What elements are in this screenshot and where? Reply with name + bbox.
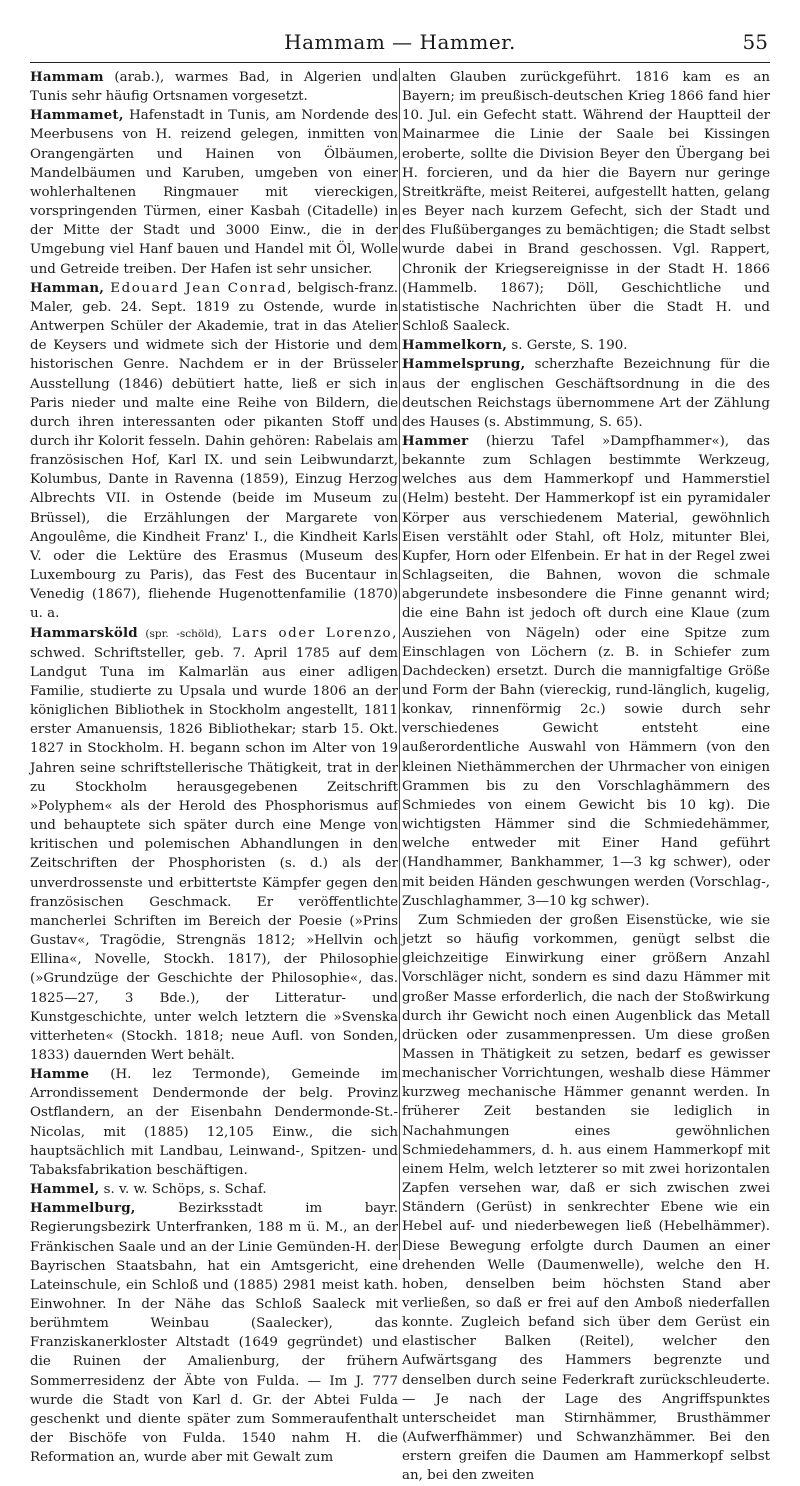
entry-hammam xyxy=(30,68,398,106)
entry-hammelkorn xyxy=(402,336,770,355)
entry-hammel xyxy=(30,1180,398,1199)
pronunciation: (spr. -schöld), xyxy=(137,627,222,640)
entry-continuation xyxy=(402,68,770,336)
entry-text: schwed. Schriftsteller, geb. 7. April 1785 auf dem Landgut Tuna im Kalmarlän aus einer adligen Familie, studierte zu Upsala und wurde 1806 an der königlichen Bibliothek in Stockholm angestellt, 1811 erster Amanuensis, 1826 Bibliothekar; starb 15. Okt. 1827 in Stockholm. H. begann schon im Alter von 19 Jahren seine schriftstellerische Thätigkeit, trat in der zu Stockholm herausgegebenen Zeitschrift »Polyphem« als der Herold des Phosphorismus auf und behauptete sich später durch eine Menge von kritischen und polemischen Abhandlungen in den Zeitschriften der Phosphoristen (s. d.) als der unverdrossenste und erbittertste Kämpfer gegen den französischen Geschmack. Er veröffentlichte mancherlei Schriften im Bereich der Poesie (»Prins Gustav«, Tragödie, Strengnäs 1812; »Hellvin och Ellina«, Novelle, Stockh. 1817), der Philosophie (»Grundzüge der Geschichte der Philosophie«, das. 1825—27, 3 Bde.), der Litteratur- und Kunstgeschichte, unter welch letztern die »Svenska vitterheten« (Stockh. 1818; neue Aufl. von Sonden, 1833) dauernden Wert behält. xyxy=(30,645,398,1063)
entry-text: s. v. w. Schöps, s. Schaf. xyxy=(99,1182,267,1198)
entry-text: belgisch-franz. Maler, geb. 24. Sept. 1819 zu Ostende, wurde in Antwerpen Schüler der Akademie, trat in das Atelier de Keysers und widmete sich der Historie und dem historischen Genre. Nachdem er in der Brüsseler Ausstellung (1846) debütiert hatte, ließ er sich in Paris nieder und malte eine Reihe von Bildern, die durch ihren interessanten oder pikanten Stoff und durch ihr Kolorit fesseln. Dahin gehören: Rabelais am französischen Hof, Karl IX. und sein Leibwundarzt, Kolumbus, Dante in Ravenna (1859), Einzug Herzog Albrechts VII. in Ostende (beide im Museum zu Brüssel), die Erzählungen der Margarete von Angoulême, die Kindheit Franz' I., die Kindheit Karls V. oder die Lektüre des Erasmus (Museum des Luxembourg zu Paris), das Fest des Bucentaur in Venedig (1867), fliehende Hugenottenfamilie (1870) u. a. xyxy=(30,280,399,622)
headword: Hammel, xyxy=(30,1181,100,1198)
headword: Hammamet, xyxy=(30,107,124,124)
entry-hammelburg xyxy=(30,1199,398,1467)
column-divider xyxy=(399,68,400,1260)
running-title: Hammam — Hammer. xyxy=(284,30,516,54)
entry-hammarskold xyxy=(30,624,398,1066)
headword: Hammelburg, xyxy=(30,1200,136,1217)
entry-hamme xyxy=(30,1065,398,1180)
left-column xyxy=(30,68,399,1466)
entry-text: alten Glauben zurückgeführt. 1816 kam es an Bayern; im preußisch-deutschen Krieg 1866 fand hier 10. Jul. ein Gefecht statt. Während der Hauptteil der Mainarmee die Linie der Saale bei Kissingen eroberte, sollte die Division Beyer den Übergang bei H. forcieren, und da hier die Bayern nur geringe Streitkräfte, meist Reiterei, aufgestellt hatten, gelang es Beyer nach kurzem Gefecht, sich der Stadt und des Flußüberganges zu bemächtigen; die Stadt selbst wurde dabei in Brand geschossen. Vgl. Rappert, Chronik der Kriegsereignisse in der Stadt H. 1866 (Hammelb. 1867); Döll, Geschichtliche und statistische Nachrichten über die Stadt H. und Schloß Saaleck. xyxy=(402,70,770,335)
entry-text: s. Gerste, S. 190. xyxy=(507,338,628,354)
headword: Hammelsprung, xyxy=(402,356,526,373)
entry-text: Bezirksstadt im bayr. Regierungsbezirk Unterfranken, 188 m ü. M., an der Fränkischen Saale und an der Linie Gemünden-H. der Bayrischen Staatsbahn, hat ein Amtsgericht, eine Lateinschule, ein Schloß und (1885) 2981 meist kath. Einwohner. In der Nähe das Schloß Saaleck mit berühmtem Weinbau (Saalecker), das Franziskanerkloster Altstadt (1649 gegründet) und die Ruinen der Amalienburg, der frühern Sommerresidenz der Äbte von Fulda. — Im J. 777 wurde die Stadt von Karl d. Gr. der Abtei Fulda geschenkt und diente später zum Sommeraufenthalt der Bischöfe von Fulda. 1540 nahm H. die Reformation an, wurde aber mit Gewalt zum xyxy=(30,1201,398,1466)
headword: Hammarsköld xyxy=(30,624,138,641)
headword: Hammelkorn, xyxy=(402,337,508,354)
entry-text: Gemeinde im Arrondissement Dendermonde der belg. Provinz Ostflandern, an der Eisenbahn Dendermonde-St.-Nicolas, mit (1885) 12,105 Einw., die sich hauptsächlich mit Landbau, Leinwand-, Spitzen- und Tabaksfabrikation beschäftigen. xyxy=(30,1067,398,1178)
headword: Hammer xyxy=(402,432,469,449)
place-alias: (H. lez Termonde), xyxy=(89,1067,271,1083)
person-name: Edouard Jean Conrad, xyxy=(104,280,294,296)
entry-text: scherzhafte Bezeichnung für die aus der englischen Geschäftsordnung in die des deutschen Reichstags übernommene Art der Zählung des Hauses (s. Abstimmung, S. 65). xyxy=(402,357,770,430)
right-column xyxy=(402,68,770,1484)
entry-hammelsprung xyxy=(402,355,770,432)
entry-text: (hierzu Tafel »Dampfhammer«), das bekannte zum Schlagen bestimmte Werkzeug, welches aus dem Hammerkopf und Hammerstiel (Helm) besteht. Der Hammerkopf ist ein pyramidaler Körper aus verschiedenem Material, gewöhnlich Eisen verstählt oder Stahl, oft Holz, mitunter Blei, Kupfer, Horn oder Elfenbein. Er hat in der Regel zwei Schlagseiten, die Bahnen, wovon die schmale abgerundete insbesondere die Finne genannt wird; die eine Bahn ist jedoch oft durch eine Klaue (zum Ausziehen von Nägeln) oder eine Spitze zum Einschlagen von Löchern (z. B. in Schiefer zum Dachdecken) ersetzt. Durch die mannigfaltige Größe und Form der Bahn (viereckig, rund-länglich, kugelig, konkav, rinnenförmig 2c.) sowie durch sehr verschiedenes Gewicht entsteht eine außerordentliche Auswahl von Hämmern (von den kleinen Niethämmerchen der Uhrmacher von einigen Grammen bis zu den Vorschlaghämmern des Schmiedes von einem Gewicht bis 10 kg). Die wichtigsten Hämmer sind die Schmiedehämmer, welche entweder mit Einer Hand geführt (Handhammer, Bankhammer, 1—3 kg schwer), oder mit beiden Händen geschwungen werden (Vorschlag-, Zuschlaghammer, 3—10 kg schwer). xyxy=(402,433,770,909)
entry-text: (arab.), warmes Bad, in Algerien und Tunis sehr häufig Ortsnamen vorgesetzt. xyxy=(30,70,398,105)
entry-text: Hafenstadt in Tunis, am Nordende des Meerbusens von H. reizend gelegen, inmitten von Orangengärten und Hainen von Ölbäumen, Mandelbäumen und Karuben, umgeben von einer wohlerhaltenen Ringmauer mit viereckigen, vorspringenden Türmen, einer Kasbah (Citadelle) in der Mitte der Stadt und 3000 Einw., die in der Umgebung viel Hanf bauen und Handel mit Öl, Wolle und Getreide treiben. Der Hafen ist sehr unsicher. xyxy=(30,108,398,277)
entry-text: Zum Schmieden der großen Eisenstücke, wie sie jetzt so häufig vorkommen, genügt selbst die gleichzeitige Einwirkung einer größern Anzahl Vorschläger nicht, sondern es sind dazu Hämmer mit großer Masse erforderlich, die nach der Stoßwirkung durch ihr Gewicht noch einen Augenblick das Metall drücken oder zusammenpressen. Um diese großen Massen in Thätigkeit zu setzen, bedarf es gewisser mechanischer Vorrichtungen, weshalb diese Hämmer kurzweg mechanische Hämmer genannt werden. In früherer Zeit bestanden sie lediglich in Nachahmungen eines gewöhnlichen Schmiedehammers, d. h. aus einem Hammerkopf mit einem Helm, welch letzterer so mit zwei horizontalen Zapfen versehen war, daß er sich zwischen zwei Ständern (Gerüst) in senkrechter Ebene wie ein Hebel auf- und niederbewegen ließ (Hebelhämmer). Diese Bewegung erfolgte durch Daumen an einer drehenden Welle (Daumenwelle), welche den H. hoben, denselben beim höchsten Stand aber verließen, so daß er frei auf den Amboß niederfallen konnte. Zugleich befand sich über dem Gerüst ein elastischer Balken (Reitel), welcher den Aufwärtsgang des Hammers begrenzte und denselben durch seine Federkraft zurückschleuderte. — Je nach der Lage des Angriffspunktes unterscheidet man Stirnhämmer, Brusthämmer (Aufwerfhämmer) und Schwanzhämmer. Bei den erstern greifen die Daumen am Hammerkopf selbst an, bei den zweiten xyxy=(402,912,770,1484)
page-number: 55 xyxy=(742,30,768,54)
entry-hamman xyxy=(30,279,398,624)
entry-hammamet xyxy=(30,106,398,278)
headword: Hammam xyxy=(30,69,104,85)
headword: Hamme xyxy=(30,1066,90,1083)
person-name: Lars oder Lorenzo, xyxy=(221,625,399,641)
page-header xyxy=(30,18,770,63)
headword: Hamman, xyxy=(30,279,105,296)
entry-paragraph xyxy=(402,911,770,1486)
entry-hammer xyxy=(402,432,770,911)
